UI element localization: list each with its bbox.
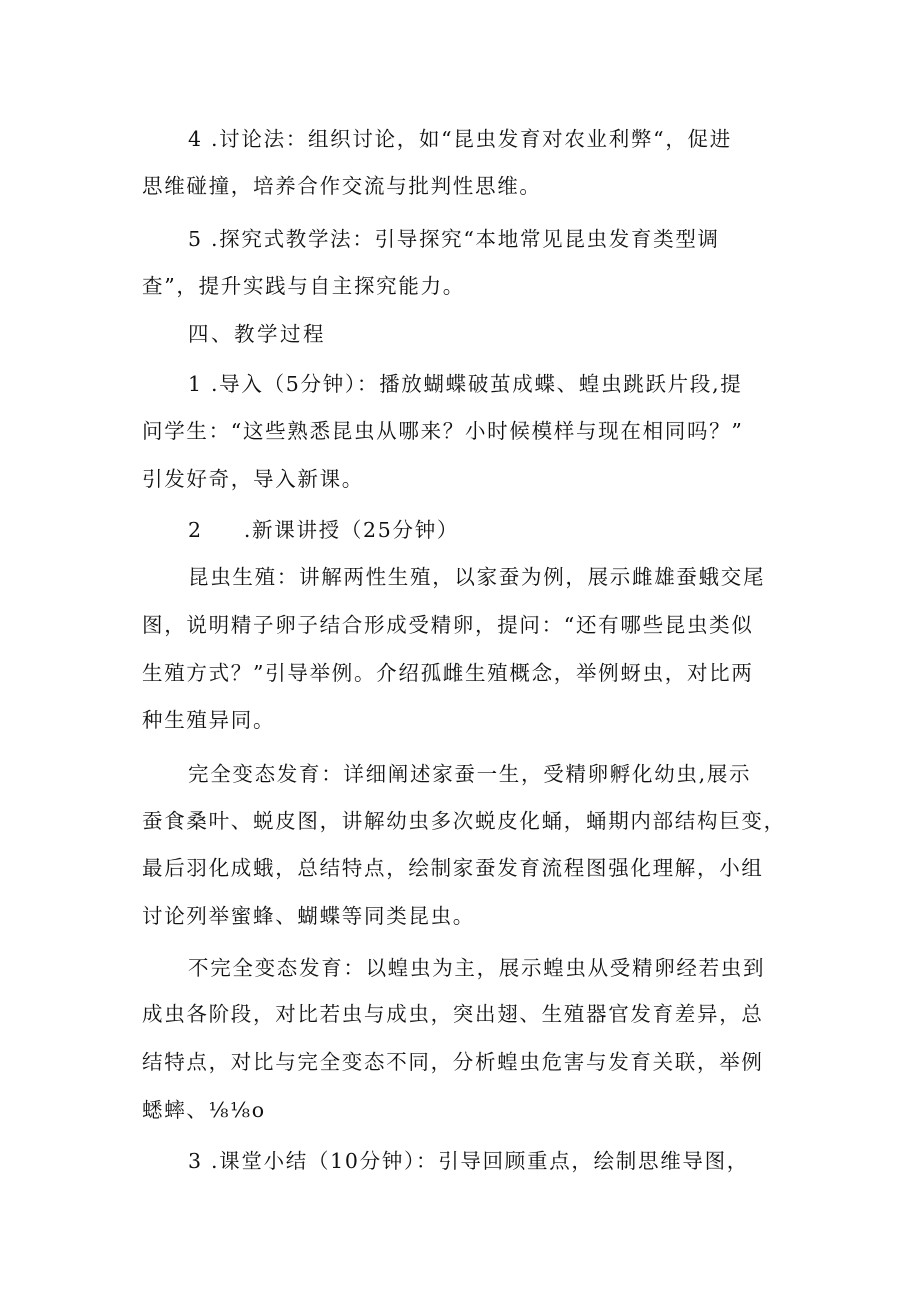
incomplete-metamorphosis-line-3: 结特点，对比与完全变态不同，分析蝗虫危害与发育关联，举例 [142, 1050, 764, 1074]
step-3-line-1: 3 .课堂小结（10分钟）：引导回顾重点，绘制思维导图， [188, 1149, 750, 1173]
method-4-line-1: 4 .讨论法：组织讨论，如“昆虫发育对农业利弊“，促进 [188, 127, 732, 151]
incomplete-metamorphosis-line-1: 不完全变态发育：以蝗虫为主，展示蝗虫从受精卵经若虫到 [188, 956, 766, 980]
complete-metamorphosis-line-4: 讨论列举蜜蜂、蝴蝶等同类昆虫。 [142, 904, 475, 928]
reproduction-line-1: 昆虫生殖：讲解两性生殖，以家蚕为例，展示雌雄蚕蛾交尾 [188, 565, 766, 589]
step-1-line-3: 引发好奇，导入新课。 [142, 467, 364, 491]
step-1-line-2: 问学生：“这些熟悉昆虫从哪来？小时候模样与现在相同吗？” [142, 419, 744, 443]
reproduction-line-3: 生殖方式？”引导举例。介绍孤雌生殖概念，举例蚜虫，对比两 [142, 661, 754, 685]
step-2-heading: 2 .新课讲授（25分钟） [188, 518, 460, 542]
complete-metamorphosis-line-1: 完全变态发育：详细阐述家蚕一生，受精卵孵化幼虫,展示 [188, 762, 752, 786]
complete-metamorphosis-line-3: 最后羽化成蛾，总结特点，绘制家蚕发育流程图强化理解，小组 [142, 856, 764, 880]
method-5-line-2: 查”，提升实践与自主探究能力。 [142, 274, 465, 298]
reproduction-line-2: 图，说明精子卵子结合形成受精卵，提问：“还有哪些昆虫类似 [142, 613, 754, 637]
section-heading: 四、教学过程 [188, 322, 326, 346]
incomplete-metamorphosis-line-4: 蟋蟀、⅛⅛o [142, 1098, 266, 1122]
incomplete-metamorphosis-line-2: 成虫各阶段，对比若虫与成虫，突出翅、生殖器官发育差异，总 [142, 1002, 764, 1026]
step-1-line-1: 1 .导入（5分钟）：播放蝴蝶破茧成蝶、蝗虫跳跃片段,提 [188, 372, 743, 396]
reproduction-line-4: 种生殖异同。 [142, 708, 276, 732]
method-5-line-1: 5 .探究式教学法：引导探究“本地常见昆虫发育类型调 [188, 227, 720, 251]
method-4-line-2: 思维碰撞，培养合作交流与批判性思维。 [142, 174, 542, 198]
complete-metamorphosis-line-2: 蚕食桑叶、蜕皮图，讲解幼虫多次蜕皮化蛹，蛹期内部结构巨变， [142, 809, 786, 833]
